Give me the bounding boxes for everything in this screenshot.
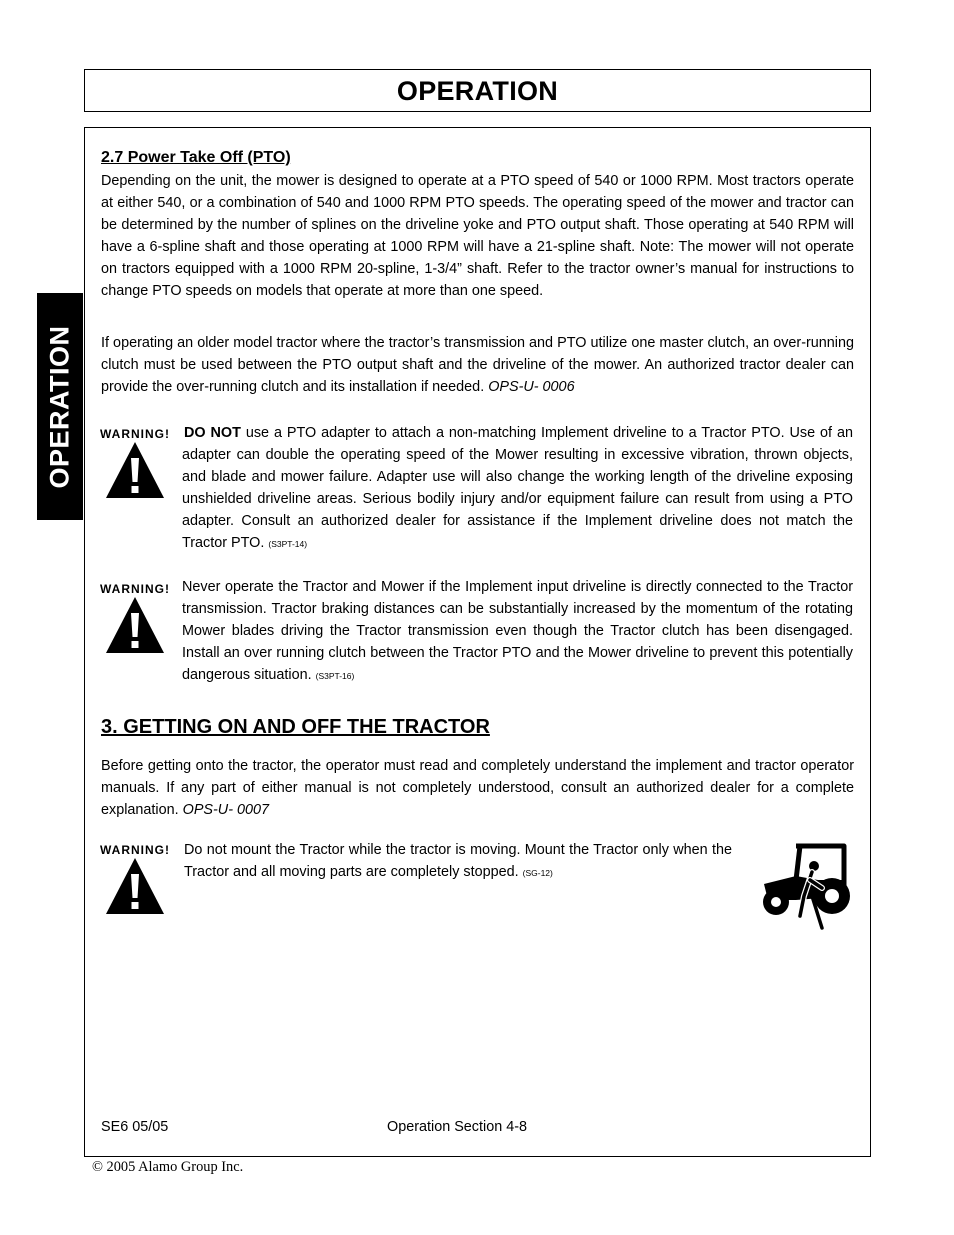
warning-2-body: Never operate the Tractor and Mower if the Implement input driveline is directly connected to the Tractor transmission. Tractor braking distances can be substantially increased by the momentum of the rotating Mower blades driving the Tractor transmission even though the Tractor clutch has been disengaged. Install an over running clutch between the Tractor PTO and the Mower driveline to prevent this potentially dangerous situation.: [182, 579, 853, 683]
page-title: OPERATION: [396, 76, 559, 106]
warning-1-code: (S3PT-14): [268, 539, 308, 549]
warning-triangle-icon: [104, 856, 166, 918]
warning-3-body: Do not mount the Tractor while the tractor is moving. Mount the Tractor only when the Tractor and all moving parts are completely stopped.: [184, 842, 732, 880]
warning-1-body: use a PTO adapter to attach a non-matching Implement driveline to a Tractor PTO. Use of an adapter can double the operating speed of the Mower resulting in excessive vibration, thrown objects, and blade and mower failure. Adapter use will also change the working length of the driveline exposing unshielded driveline areas. Serious bodily injury and/or equipment failure can result from using a PTO adapter. Consult an authorized dealer for assistance if the Implement driveline does not match the Tractor PTO.: [182, 425, 853, 551]
footer-page-number: Operation Section 4-8: [387, 1119, 527, 1135]
section-3-title: 3. GETTING ON AND OFF THE TRACTOR: [101, 716, 490, 738]
warning-1-lead: DO NOT: [184, 425, 241, 441]
section-2-7-title: 2.7 Power Take Off (PTO): [101, 149, 291, 166]
warning-1-text: [182, 422, 853, 555]
section-3-reference: OPS-U- 0007: [182, 801, 270, 818]
section-3-paragraph-1-text: Before getting onto the tractor, the operator must read and completely understand the implement and tractor operator manuals. If any part of either manual is not completely understood, consult an authorized dealer for a complete explanation.: [101, 758, 854, 818]
warning-1-label: WARNING!: [100, 427, 170, 441]
section-2-7-paragraph-1: Depending on the unit, the mower is designed to operate at a PTO speed of 540 or 1000 RPM. Most tractors operate at either 540, or a combination of 540 and 1000 RPM PTO speeds. The operating speed of the mower and tractor can be determined by the number of splines on the driveline yoke and PTO output shaft. Those operating at 540 RPM will have a 6-spline shaft and those operating at 1000 RPM will have a 21-spline shaft. Note: The mower will not operate on tractors equipped with a 1000 RPM 20-spline, 1-3/4” shaft. Refer to the tractor owner’s manual for instructions to change PTO speeds on models that operate at more than one speed.: [101, 173, 854, 299]
side-tab-label: OPERATION: [44, 324, 75, 489]
section-3-paragraph-1: [101, 756, 854, 822]
copyright-notice: © 2005 Alamo Group Inc.: [92, 1159, 244, 1175]
footer-model-date: SE6 05/05: [101, 1119, 169, 1135]
section-2-7-reference: OPS-U- 0006: [488, 378, 575, 395]
warning-3-code: (SG-12): [522, 868, 553, 878]
warning-2-label: WARNING!: [100, 582, 170, 596]
warning-triangle-icon: [104, 595, 166, 657]
page-header: [84, 69, 871, 112]
warning-3-label: WARNING!: [100, 843, 170, 857]
warning-triangle-icon: [104, 440, 166, 502]
section-2-7-paragraph-2-text: If operating an older model tractor where the tractor’s transmission and PTO utilize one master clutch, an over-running clutch must be used between the PTO output shaft and the driveline of the mower. An authorized tractor dealer can provide the over-running clutch and its installation if needed.: [101, 335, 854, 395]
section-2-7-paragraph-2: [101, 333, 854, 399]
tractor-no-mount-icon: [756, 840, 856, 932]
warning-2-code: (S3PT-16): [315, 671, 355, 681]
warning-3-text: [184, 839, 732, 884]
side-tab: [37, 293, 83, 520]
warning-2-text: [182, 576, 853, 687]
